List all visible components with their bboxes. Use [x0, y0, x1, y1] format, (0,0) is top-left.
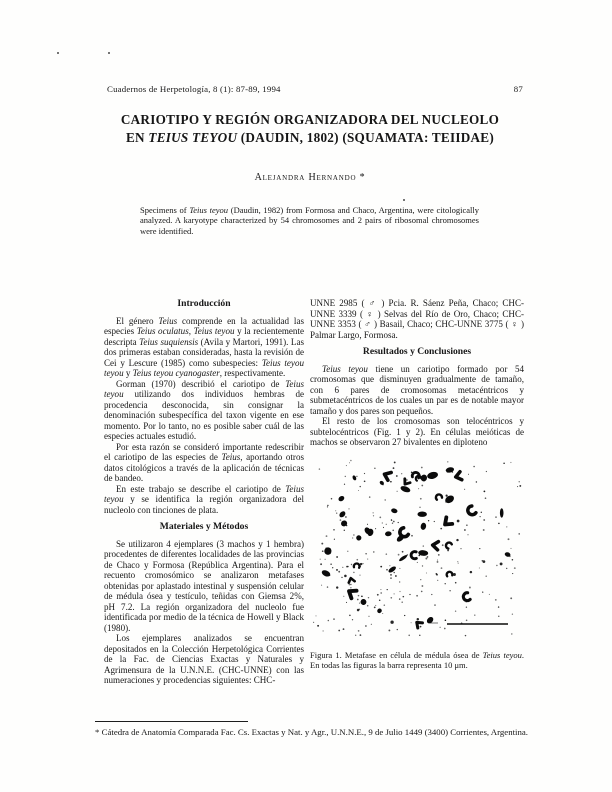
author-line: Alejandra Hernando *	[254, 172, 366, 183]
footnote-affiliation: * Cátedra de Anatomía Comparada Fac. Cs. Exactas y Nat. y Agr., U.N.N.E., 9 de Julio 1449 (3400) Corrientes, Argentina.	[95, 727, 528, 737]
paragraph: El resto de los cromosomas son telocéntricos y subtelocéntricos (Fig. 1 y 2). En células meióticas de machos se observaron 27 bivalentes en diploteno	[310, 416, 524, 447]
section-heading-materiales: Materiales y Métodos	[159, 521, 249, 532]
figure-caption: Figura 1. Metafase en célula de médula ósea de Teius teyou. En todas las figuras la barra representa 10 μm.	[310, 649, 525, 670]
section-heading-introduccion: Introducción	[177, 298, 231, 309]
paragraph: Gorman (1970) describió el cariotipo de Teius teyou utilizando dos individuos hembras de procedencia desconocida, sin consignar la denominación subespecífica del taxon vigente en ese momento. Por lo tanto, no es posible saber cuál de las especies actuales estudió.	[104, 378, 304, 441]
paragraph: En este trabajo se describe el cariotipo de Teius teyou y se identifica la región organizadora del nucleolo con tinciones de plata.	[104, 483, 304, 515]
title-line-1: CARIOTIPO Y REGIÓN ORGANIZADORA DEL NUCLEOLO	[120, 112, 500, 127]
page-number: 87	[513, 84, 523, 94]
scan-speck	[108, 52, 110, 54]
running-header	[107, 84, 523, 94]
journal-citation: Cuadernos de Herpetología, 8 (1): 87-89, 1994	[107, 84, 281, 94]
paragraph-specimen-list: UNNE 2985 ( ♂ ) Pcia. R. Sáenz Peña, Chaco; CHC-UNNE 3339 ( ♀ ) Selvas del Río de Oro, Chaco; CHC-UNNE 3353 ( ♂ ) Basail, Chaco; CHC-UNNE 3775 ( ♀ ) Palmar Largo, Formosa.	[310, 298, 524, 340]
paragraph: Los ejemplares analizados se encuentran depositados en la Colección Herpetológica Corrientes de la Fac. de Ciencias Exactas y Naturales y Agrimensura de la U.N.N.E. (CHC-UNNE) con las numeraciones y procedencias siguientes: CHC-	[104, 633, 304, 685]
scan-speck	[403, 199, 405, 201]
footnote-rule	[95, 721, 248, 722]
paragraph: El género Teius comprende en la actualidad las especies Teius oculatus, Teius teyou y la recientemente descripta Teius suquiensis (Avila y Martori, 1991). Las dos primeras estaban consideradas, hasta la revisión de Cei y Lescure (1985) como subespecies: Teius teyou teyou y Teius teyou cyanogaster, respectivamente.	[104, 315, 304, 378]
metaphase-spread-image	[310, 456, 524, 642]
article-title	[86, 111, 534, 146]
paragraph: Por esta razón se consideró importante redescribir el cariotipo de las especies de Teius, aportando otros datos citológicos a través de la aplicación de técnicas de bandeo.	[104, 441, 304, 483]
column-right	[310, 298, 524, 670]
paragraph: Se utilizaron 4 ejemplares (3 machos y 1 hembra) procedentes de diferentes localidades de las provincias de Chaco y Formosa (República Argentina). Para el recuento cromosómico se analizaron metafases obtenidas por aplastado intestinal y suspensión celular de médula ósea y testículo, teñidas con Giemsa 2%, pH 7.2. La región organizadora del nucleolo fue identificada por medio de la técnica de Howell y Black (1980).	[104, 538, 304, 633]
section-heading-resultados: Resultados y Conclusiones	[362, 346, 472, 357]
abstract: Specimens of Teius teyou (Daudin, 1982) from Formosa and Chaco, Argentina, were citologically analyzed. A karyotype characterized by 54 chromosomes and 2 pairs of ribosomal chromosomes were identified.	[140, 205, 480, 236]
figure-metaphase-photo	[310, 456, 524, 642]
paragraph: Teius teyou tiene un cariotipo formado por 54 cromosomas que disminuyen gradualmente de tamaño, con 6 pares de cromosomas metacéntricos y submetacéntricos de los cuales un par es de notable mayor tamaño y dos pares son pequeños.	[310, 363, 524, 416]
scan-speck	[57, 52, 59, 54]
title-line-2: EN TEIUS TEYOU (DAUDIN, 1802) (SQUAMATA: TEIIDAE)	[126, 129, 494, 145]
column-left	[104, 298, 304, 686]
